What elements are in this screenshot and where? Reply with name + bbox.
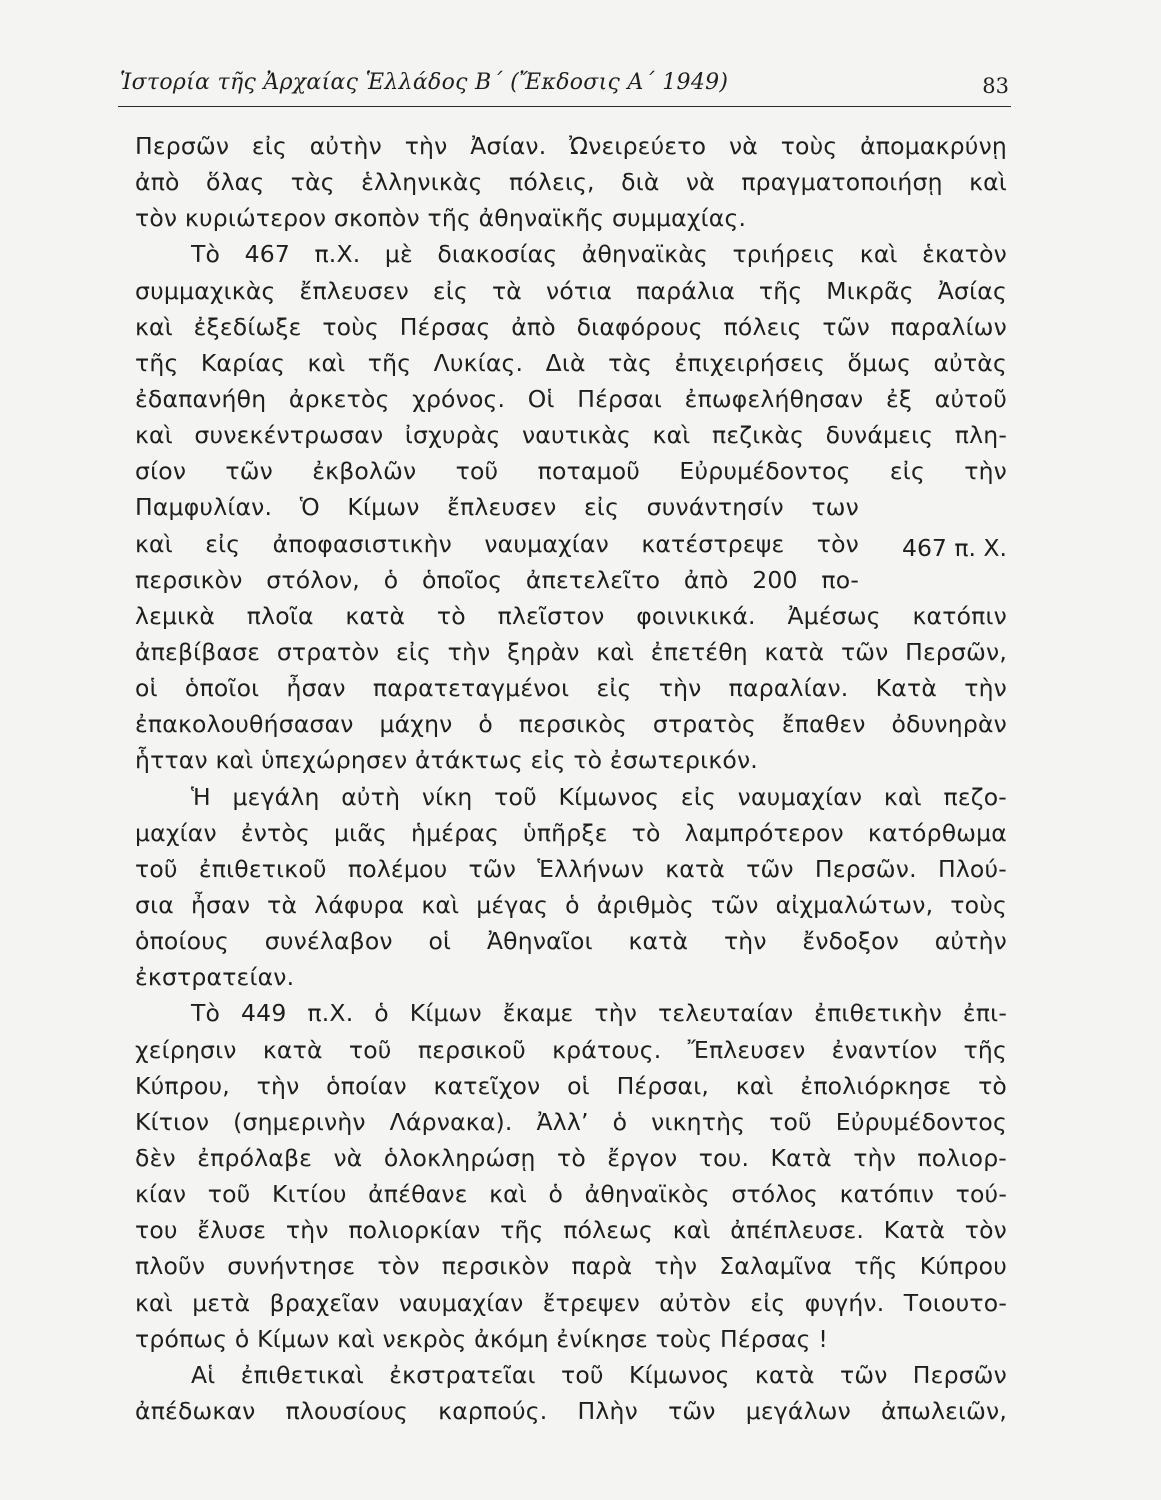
text-line: περσικὸν στόλον, ὁ ὁποῖος ἀπετελεῖτο ἀπὸ 200 πο- [135,565,859,594]
text-line: μαχίαν ἐντὸς μιᾶς ἡμέρας ὑπῆρξε τὸ λαμπρότερον κατόρθωμα [135,818,1007,847]
text-line: καὶ ἐξεδίωξε τοὺς Πέρσας ἀπὸ διαφόρους πόλεις τῶν παραλίων [135,312,1007,341]
text-line: οἱ ὁποῖοι ἦσαν παρατεταγμένοι εἰς τὴν παραλίαν. Κατὰ τὴν [135,674,1007,703]
text-line: Τὸ 467 π.Χ. μὲ διακοσίας ἀθηναϊκὰς τριήρεις καὶ ἑκατὸν [191,240,1007,269]
text-line: συμμαχικὰς ἔπλευσεν εἰς τὰ νότια παράλια τῆς Μικρᾶς Ἀσίας [135,276,1007,305]
body-text [135,128,1007,1429]
text-line: ἀπὸ ὅλας τὰς ἑλληνικὰς πόλεις, διὰ νὰ πραγματοποιήσῃ καὶ [135,168,1007,197]
header-title: Ἱστορία τῆς Ἀρχαίας Ἑλλάδος Β΄ (Ἔκδοσις Α΄ 1949) [120,70,729,95]
text-line: καὶ εἰς ἀποφασιστικὴν ναυμαχίαν κατέστρεψε τὸν [135,529,859,558]
text-line: Τὸ 449 π.Χ. ὁ Κίμων ἔκαμε τὴν τελευταίαν ἐπιθετικὴν ἐπι- [191,999,1007,1028]
text-line: ἀπεβίβασε στρατὸν εἰς τὴν ξηρὰν καὶ ἐπετέθη κατὰ τῶν Περσῶν, [135,637,1007,666]
text-line: λεμικὰ πλοῖα κατὰ τὸ πλεῖστον φοινικικά. Ἀμέσως κατόπιν [135,601,1007,630]
text-line: ἐκστρατείαν. [135,963,295,992]
text-line: Περσῶν εἰς αὐτὴν τὴν Ἀσίαν. Ὠνειρεύετο νὰ τοὺς ἀπομακρύνῃ [135,132,1007,160]
text-line: καὶ μετὰ βραχεῖαν ναυμαχίαν ἔτρεψεν αὐτὸν εἰς φυγήν. Τοιουτο- [135,1288,1007,1317]
text-line: κίαν τοῦ Κιτίου ἀπέθανε καὶ ὁ ἀθηναϊκὸς στόλος κατόπιν τού- [135,1180,1007,1209]
text-line: Παμφυλίαν. Ὁ Κίμων ἔπλευσεν εἰς συνάντησίν των [135,493,859,522]
text-line: τῆς Καρίας καὶ τῆς Λυκίας. Διὰ τὰς ἐπιχειρήσεις ὅμως αὐτὰς [135,348,1007,377]
text-line: τρόπως ὁ Κίμων καὶ νεκρὸς ἀκόμη ἐνίκησε τοὺς Πέρσας ! [135,1324,828,1353]
text-line: του ἔλυσε τὴν πολιορκίαν τῆς πόλεως καὶ ἀπέπλευσε. Κατὰ τὸν [135,1216,1007,1245]
text-line: ἧτταν καὶ ὑπεχώρησεν ἀτάκτως εἰς τὸ ἐσωτερικόν. [135,746,758,775]
text-line: ἀπέδωκαν πλουσίους καρπούς. Πλὴν τῶν μεγάλων ἀπωλειῶν, [135,1396,1007,1425]
text-line: Κύπρου, τὴν ὁποίαν κατεῖχον οἱ Πέρσαι, καὶ ἐπολιόρκησε τὸ [135,1071,1007,1100]
text-line: ἐπακολουθήσασαν μάχην ὁ περσικὸς στρατὸς ἔπαθεν ὀδυνηρὰν [135,710,1007,739]
text-line: ἐδαπανήθη ἀρκετὸς χρόνος. Οἱ Πέρσαι ἐπωφελήθησαν ἐξ αὐτοῦ [135,384,1007,413]
text-line: Κίτιον (σημερινὴν Λάρνακα). Ἀλλ’ ὁ νικητὴς τοῦ Εὐρυμέδοντος [135,1107,1007,1136]
text-line: Ἡ μεγάλη αὐτὴ νίκη τοῦ Κίμωνος εἰς ναυμαχίαν καὶ πεζο- [191,782,1007,811]
text-line: τὸν κυριώτερον σκοπὸν τῆς ἀθηναϊκῆς συμμαχίας. [135,204,747,233]
running-header [118,66,1011,107]
margin-date-note: 467 π. Χ. [902,534,1007,562]
text-line: Αἱ ἐπιθετικαὶ ἐκστρατεῖαι τοῦ Κίμωνος κατὰ τῶν Περσῶν [191,1360,1007,1389]
text-line: τοῦ ἐπιθετικοῦ πολέμου τῶν Ἑλλήνων κατὰ τῶν Περσῶν. Πλού- [135,854,1007,883]
text-line: σίον τῶν ἐκβολῶν τοῦ ποταμοῦ Εὐρυμέδοντος εἰς τὴν [135,457,1007,486]
text-line: ὁποίους συνέλαβον οἱ Ἀθηναῖοι κατὰ τὴν ἔνδοξον αὐτὴν [135,927,1007,956]
text-line: πλοῦν συνήντησε τὸν περσικὸν παρὰ τὴν Σαλαμῖνα τῆς Κύπρου [135,1252,1007,1281]
text-line: σια ἦσαν τὰ λάφυρα καὶ μέγας ὁ ἀριθμὸς τῶν αἰχμαλώτων, τοὺς [135,890,1007,919]
page-number: 83 [982,74,1009,98]
text-line: καὶ συνεκέντρωσαν ἰσχυρὰς ναυτικὰς καὶ πεζικὰς δυνάμεις πλη- [135,421,1007,450]
text-line: δὲν ἐπρόλαβε νὰ ὁλοκληρώσῃ τὸ ἔργον του. Κατὰ τὴν πολιορ- [135,1143,1007,1172]
text-line: χείρησιν κατὰ τοῦ περσικοῦ κράτους. Ἔπλευσεν ἐναντίον τῆς [135,1035,1007,1064]
